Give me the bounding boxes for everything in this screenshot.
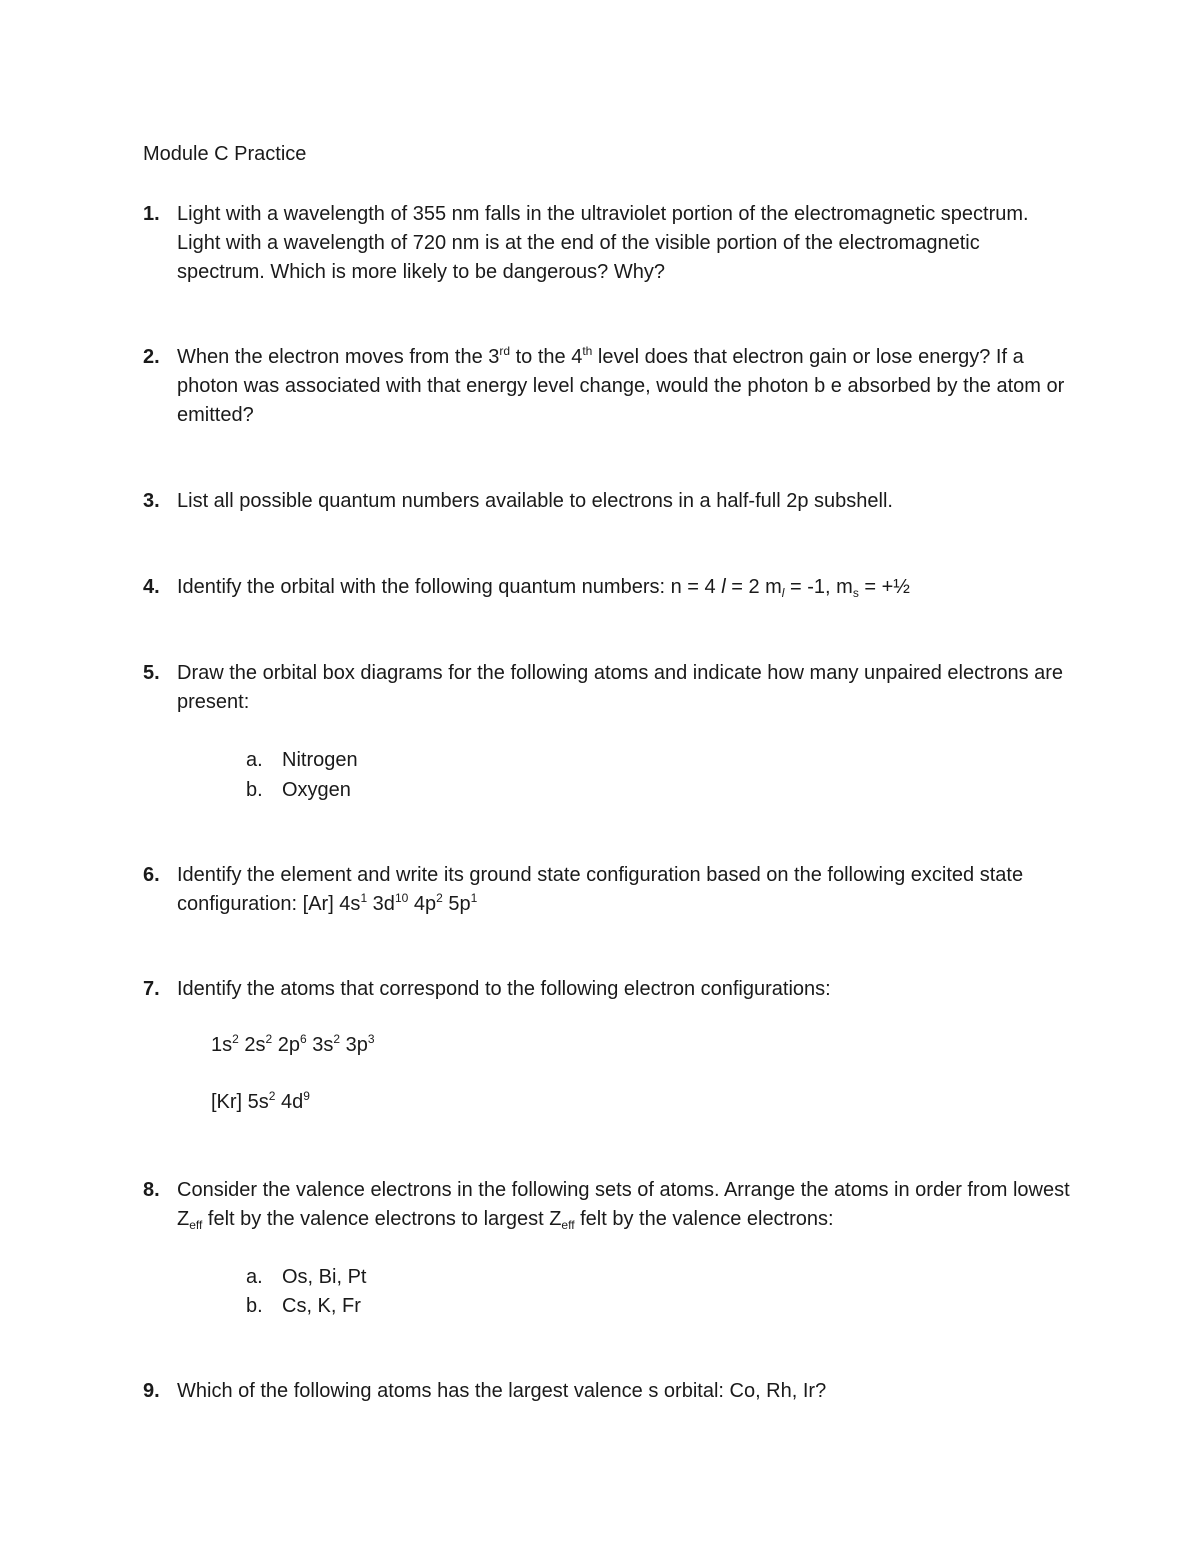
question-9 — [143, 1377, 1073, 1406]
question-6 — [143, 861, 1073, 919]
electron-config-2: [Kr] $5s^2$ $4d^9$ — [211, 1089, 310, 1113]
sub-item-b: b. Oxygen — [246, 779, 351, 801]
question-text: Identify the element and write its ground state configuration based on the following excited state configuration: [Ar] $4s^1$ $3d^{10}$ $4p^2$ $5p^1$ — [177, 864, 1024, 915]
question-text: Light with a wavelength of 355 nm falls in the ultraviolet portion of the electromagnetic spectrum. Light with a wavelength of 720 nm is at the end of the visible portion of the electromagnetic spectrum. Which is more likely to be dangerous? Why? — [177, 203, 1029, 283]
question-number: 6. — [143, 864, 160, 886]
question-2 — [143, 343, 1073, 430]
question-text: Draw the orbital box diagrams for the following atoms and indicate how many unpaired electrons are present: — [177, 662, 1064, 713]
question-text: List all possible quantum numbers available to electrons in a half-full 2p subshell. — [177, 490, 893, 512]
question-5 — [143, 659, 1073, 717]
question-number: 2. — [143, 346, 160, 368]
question-text: Identify the atoms that correspond to the following electron configurations: — [177, 978, 831, 1000]
sub-item-b: b. Cs, K, Fr — [246, 1295, 361, 1317]
question-text: When the electron moves from the 3rd to the 4th level does that electron gain or lose energy? If a photon was associated with that energy level change, would the photon b e absorbed by the atom or emitted? — [177, 344, 1065, 426]
question-number: 8. — [143, 1179, 160, 1201]
question-8 — [143, 1176, 1073, 1234]
sub-item-a: a. Nitrogen — [246, 749, 358, 771]
page-title: Module C Practice — [143, 143, 307, 165]
question-text: Consider the valence electrons in the following sets of atoms. Arrange the atoms in order from lowest $Z_{eff}$ felt by the valence electrons to largest $Z_{eff}$ felt by the valence electrons: — [177, 1179, 1070, 1232]
question-text: Identify the orbital with the following quantum numbers: n = 4 l = 2 $m_l = -1$, $m_s$ = +½ — [177, 576, 910, 600]
question-number: 5. — [143, 662, 160, 684]
question-1 — [143, 200, 1073, 287]
question-number: 7. — [143, 978, 160, 1000]
sub-item-a: a. Os, Bi, Pt — [246, 1266, 367, 1288]
electron-config-1: $1s^2$ $2s^2$ $2p^6$ $3s^2$ $3p^3$ — [211, 1032, 375, 1056]
question-number: 1. — [143, 203, 160, 225]
question-4 — [143, 573, 1073, 602]
question-number: 3. — [143, 490, 160, 512]
question-3 — [143, 487, 1073, 516]
question-7 — [143, 975, 1073, 1004]
question-number: 9. — [143, 1380, 160, 1402]
question-number: 4. — [143, 576, 160, 598]
question-text: Which of the following atoms has the largest valence s orbital: Co, Rh, Ir? — [177, 1380, 827, 1402]
